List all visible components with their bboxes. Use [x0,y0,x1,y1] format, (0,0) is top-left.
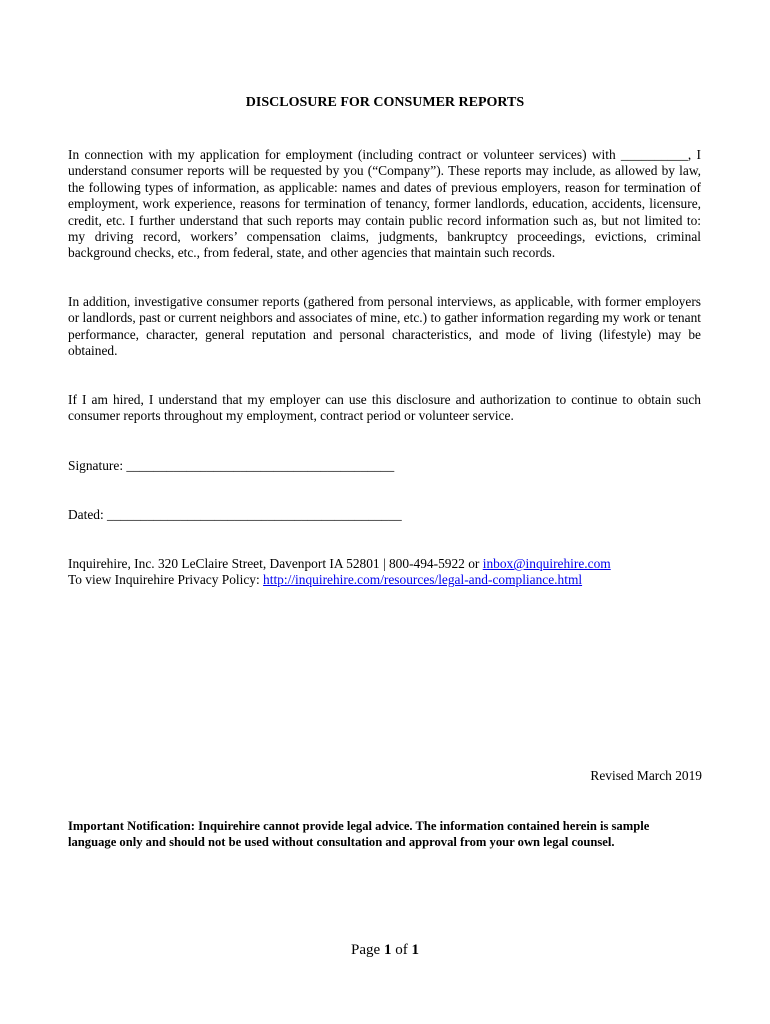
privacy-line [68,572,611,588]
page-number-footer [0,940,770,960]
important-notification: Important Notification: Inquirehire cannot provide legal advice. The information contained herein is sample language only and should not be used without consultation and approval from your own legal counsel. [68,819,650,850]
privacy-label: To view Inquirehire Privacy Policy: [68,572,264,588]
signature-line[interactable]: Signature: ________________________________________ [68,458,395,473]
page-total: 1 [411,942,419,958]
page-word: Page [351,942,384,958]
contact-line [68,556,611,572]
paragraph-investigative-reports: In addition, investigative consumer reports (gathered from personal interviews, as applicable, with former employers or landlords, past or current neighbors and associates of mine, etc.) to gather information regarding my work or tenant performance, character, general reputation and personal characteristics, and mode of living (lifestyle) may be obtained. [68,294,701,359]
contact-block [68,556,611,589]
email-link[interactable]: inbox@inquirehire.com [482,556,611,571]
dated-line[interactable]: Dated: ____________________________________________ [68,507,402,522]
contact-address: Inquirehire, Inc. 320 LeClaire Street, Davenport IA 52801 | 800-494-5922 or [68,556,483,571]
revised-date: Revised March 2019 [590,768,702,783]
paragraph-continued-authorization: If I am hired, I understand that my employer can use this disclosure and authorization to continue to obtain such consumer reports throughout my employment, contract period or volunteer service. [68,392,701,424]
page-number: 1 [383,942,392,958]
paragraph-consumer-reports: In connection with my application for employment (including contract or volunteer services) with __________, I understand consumer reports will be requested by you (“Company”). These reports may include, as allowed by law, the following types of information, as applicable: names and dates of previous employers, reason for termination of employment, work experience, reasons for termination of tenancy, former landlords, education, accidents, licensure, credit, etc. I further understand that such reports may contain public record information such as, but not limited to: my driving record, workers’ compensation claims, judgments, bankruptcy proceedings, evictions, criminal background checks, etc., from federal, state, and other agencies that maintain such records. [68,147,701,261]
document-title: DISCLOSURE FOR CONSUMER REPORTS [245,95,525,110]
privacy-policy-link[interactable]: http://inquirehire.com/resources/legal-and-compliance.html [263,572,583,588]
of-word: of [391,942,412,958]
